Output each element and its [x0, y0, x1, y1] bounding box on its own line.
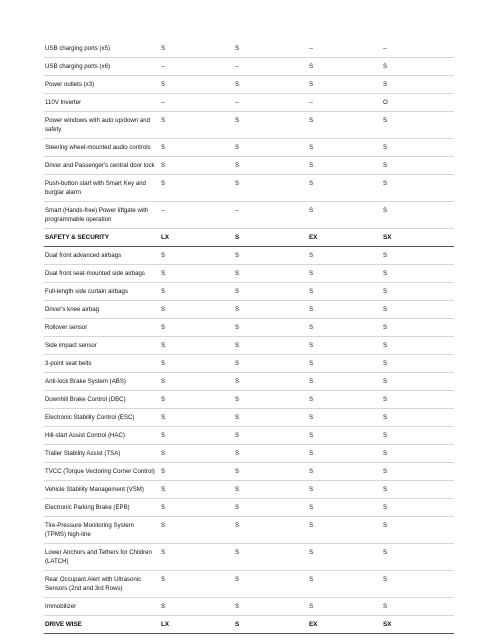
table-row	[44, 58, 454, 76]
availability-cell: S	[160, 247, 234, 265]
table-row	[44, 391, 454, 409]
availability-cell: S	[160, 139, 234, 157]
availability-cell: S	[160, 463, 234, 481]
availability-cell: S	[382, 355, 454, 373]
availability-cell: S	[382, 319, 454, 337]
availability-cell: S	[382, 463, 454, 481]
trim-column-header: EX	[308, 616, 382, 634]
availability-cell: S	[308, 283, 382, 301]
availability-cell: S	[234, 544, 308, 571]
availability-cell: S	[308, 112, 382, 139]
availability-cell: S	[308, 517, 382, 544]
availability-cell: S	[382, 301, 454, 319]
availability-cell: S	[160, 76, 234, 94]
availability-cell: S	[382, 139, 454, 157]
feature-name: Power windows with auto up/down and safety	[44, 112, 160, 139]
table-row	[44, 283, 454, 301]
availability-cell: S	[234, 265, 308, 283]
feature-name: TVCC (Torque Vectoring Corner Control)	[44, 463, 160, 481]
table-row	[44, 94, 454, 112]
availability-cell: S	[160, 499, 234, 517]
feature-name: Lower Anchors and Tethers for Children (LATCH)	[44, 544, 160, 571]
feature-name: 3-point seat belts	[44, 355, 160, 373]
table-row	[44, 598, 454, 616]
availability-cell: --	[308, 40, 382, 58]
feature-name: Dual front advanced airbags	[44, 247, 160, 265]
availability-cell: S	[234, 40, 308, 58]
feature-name: Steering wheel-mounted audio controls	[44, 139, 160, 157]
availability-cell: S	[308, 598, 382, 616]
availability-cell: S	[308, 544, 382, 571]
feature-name: Smart (Hands-free) Power liftgate with programmable operation	[44, 202, 160, 229]
availability-cell: S	[308, 265, 382, 283]
availability-cell: S	[160, 283, 234, 301]
availability-cell: S	[308, 202, 382, 229]
availability-cell: S	[382, 247, 454, 265]
availability-cell: S	[160, 373, 234, 391]
availability-cell: S	[308, 445, 382, 463]
feature-name: Anti-lock Brake System (ABS)	[44, 373, 160, 391]
availability-cell: S	[382, 283, 454, 301]
table-row	[44, 499, 454, 517]
availability-cell: S	[160, 301, 234, 319]
availability-cell: S	[382, 598, 454, 616]
availability-cell: S	[308, 373, 382, 391]
availability-cell: S	[234, 319, 308, 337]
availability-cell: S	[308, 58, 382, 76]
spec-table-body	[44, 40, 454, 634]
availability-cell: S	[234, 409, 308, 427]
feature-name: Downhill Brake Control (DBC)	[44, 391, 160, 409]
feature-name: Side impact sensor	[44, 337, 160, 355]
availability-cell: S	[308, 355, 382, 373]
availability-cell: S	[160, 517, 234, 544]
table-row	[44, 544, 454, 571]
feature-name: Tire-Pressure Monitoring System (TPMS) high-line	[44, 517, 160, 544]
availability-cell: S	[160, 409, 234, 427]
availability-cell: S	[382, 202, 454, 229]
table-row	[44, 355, 454, 373]
availability-cell: S	[382, 445, 454, 463]
availability-cell: S	[382, 571, 454, 598]
availability-cell: S	[160, 175, 234, 202]
feature-name: 110V Inverter	[44, 94, 160, 112]
availability-cell: S	[308, 319, 382, 337]
table-row	[44, 373, 454, 391]
section-header-row	[44, 616, 454, 634]
availability-cell: S	[160, 112, 234, 139]
availability-cell: S	[234, 76, 308, 94]
availability-cell: S	[234, 481, 308, 499]
availability-cell: S	[382, 499, 454, 517]
availability-cell: S	[308, 247, 382, 265]
availability-cell: S	[234, 175, 308, 202]
table-row	[44, 445, 454, 463]
availability-cell: S	[234, 445, 308, 463]
availability-cell: S	[382, 157, 454, 175]
availability-cell: S	[160, 265, 234, 283]
availability-cell: S	[308, 337, 382, 355]
table-row	[44, 40, 454, 58]
trim-column-header: EX	[308, 229, 382, 247]
trim-column-header: S	[234, 616, 308, 634]
availability-cell: S	[382, 544, 454, 571]
availability-cell: S	[234, 499, 308, 517]
availability-cell: S	[382, 58, 454, 76]
table-row	[44, 247, 454, 265]
trim-column-header: LX	[160, 616, 234, 634]
trim-column-header: SX	[382, 616, 454, 634]
availability-cell: S	[308, 175, 382, 202]
trim-column-header: LX	[160, 229, 234, 247]
availability-cell: S	[308, 499, 382, 517]
availability-cell: --	[308, 94, 382, 112]
availability-cell: S	[234, 598, 308, 616]
availability-cell: S	[234, 427, 308, 445]
availability-cell: S	[160, 598, 234, 616]
feature-name: Vehicle Stability Management (VSM)	[44, 481, 160, 499]
availability-cell: S	[234, 517, 308, 544]
availability-cell: S	[160, 445, 234, 463]
feature-name: Power outlets (x3)	[44, 76, 160, 94]
feature-name: Driver and Passenger's central door lock	[44, 157, 160, 175]
availability-cell: S	[160, 571, 234, 598]
feature-name: Dual front seat-mounted side airbags	[44, 265, 160, 283]
trim-column-header: SX	[382, 229, 454, 247]
availability-cell: S	[308, 463, 382, 481]
table-row	[44, 112, 454, 139]
availability-cell: S	[308, 481, 382, 499]
availability-cell: --	[234, 202, 308, 229]
table-row	[44, 301, 454, 319]
availability-cell: S	[160, 481, 234, 499]
table-row	[44, 481, 454, 499]
availability-cell: S	[308, 139, 382, 157]
availability-cell: --	[234, 94, 308, 112]
availability-cell: S	[234, 337, 308, 355]
trim-column-header: S	[234, 229, 308, 247]
availability-cell: S	[382, 373, 454, 391]
feature-name: Rear Occupant Alert with Ultrasonic Sensors (2nd and 3rd Rows)	[44, 571, 160, 598]
availability-cell: S	[234, 157, 308, 175]
table-row	[44, 265, 454, 283]
table-row	[44, 175, 454, 202]
availability-cell: S	[234, 301, 308, 319]
availability-cell: --	[160, 202, 234, 229]
feature-name: Trailer Stability Assist (TSA)	[44, 445, 160, 463]
availability-cell: --	[160, 94, 234, 112]
section-title: SAFETY & SECURITY	[44, 229, 160, 247]
feature-name: USB charging ports (x5)	[44, 40, 160, 58]
feature-name: Rollover sensor	[44, 319, 160, 337]
availability-cell: S	[234, 571, 308, 598]
table-row	[44, 571, 454, 598]
availability-cell: S	[234, 247, 308, 265]
availability-cell: S	[382, 112, 454, 139]
availability-cell: S	[382, 391, 454, 409]
availability-cell: --	[160, 58, 234, 76]
availability-cell: --	[382, 40, 454, 58]
section-title: DRIVE WISE	[44, 616, 160, 634]
availability-cell: S	[160, 157, 234, 175]
availability-cell: S	[234, 355, 308, 373]
availability-cell: S	[160, 319, 234, 337]
availability-cell: S	[382, 517, 454, 544]
availability-cell: S	[234, 139, 308, 157]
availability-cell: S	[234, 283, 308, 301]
feature-name: Hill-start Assist Control (HAC)	[44, 427, 160, 445]
availability-cell: S	[234, 112, 308, 139]
table-row	[44, 337, 454, 355]
availability-cell: S	[160, 337, 234, 355]
availability-cell: S	[382, 409, 454, 427]
availability-cell: S	[234, 463, 308, 481]
feature-name: Electronic Parking Brake (EPB)	[44, 499, 160, 517]
table-row	[44, 157, 454, 175]
table-row	[44, 202, 454, 229]
table-row	[44, 76, 454, 94]
availability-cell: S	[234, 391, 308, 409]
availability-cell: --	[234, 58, 308, 76]
availability-cell: S	[160, 544, 234, 571]
availability-cell: S	[160, 355, 234, 373]
availability-cell: S	[382, 427, 454, 445]
feature-name: Full-length side curtain airbags	[44, 283, 160, 301]
section-header-row	[44, 229, 454, 247]
availability-cell: S	[160, 427, 234, 445]
feature-name: USB charging ports (x6)	[44, 58, 160, 76]
table-row	[44, 139, 454, 157]
table-row	[44, 517, 454, 544]
availability-cell: S	[308, 301, 382, 319]
availability-cell: S	[308, 427, 382, 445]
spec-table	[44, 40, 454, 634]
availability-cell: S	[308, 409, 382, 427]
availability-cell: S	[234, 373, 308, 391]
availability-cell: S	[160, 40, 234, 58]
availability-cell: S	[160, 391, 234, 409]
availability-cell: S	[308, 157, 382, 175]
availability-cell: S	[308, 391, 382, 409]
table-row	[44, 463, 454, 481]
feature-name: Electronic Stability Control (ESC)	[44, 409, 160, 427]
feature-name: Immobilizer	[44, 598, 160, 616]
feature-name: Driver's knee airbag	[44, 301, 160, 319]
table-row	[44, 409, 454, 427]
table-row	[44, 319, 454, 337]
availability-cell: S	[308, 571, 382, 598]
availability-cell: S	[382, 76, 454, 94]
availability-cell: O	[382, 94, 454, 112]
availability-cell: S	[308, 76, 382, 94]
availability-cell: S	[382, 337, 454, 355]
availability-cell: S	[382, 265, 454, 283]
feature-name: Push-button start with Smart Key and burglar alarm	[44, 175, 160, 202]
table-row	[44, 427, 454, 445]
availability-cell: S	[382, 175, 454, 202]
availability-cell: S	[382, 481, 454, 499]
